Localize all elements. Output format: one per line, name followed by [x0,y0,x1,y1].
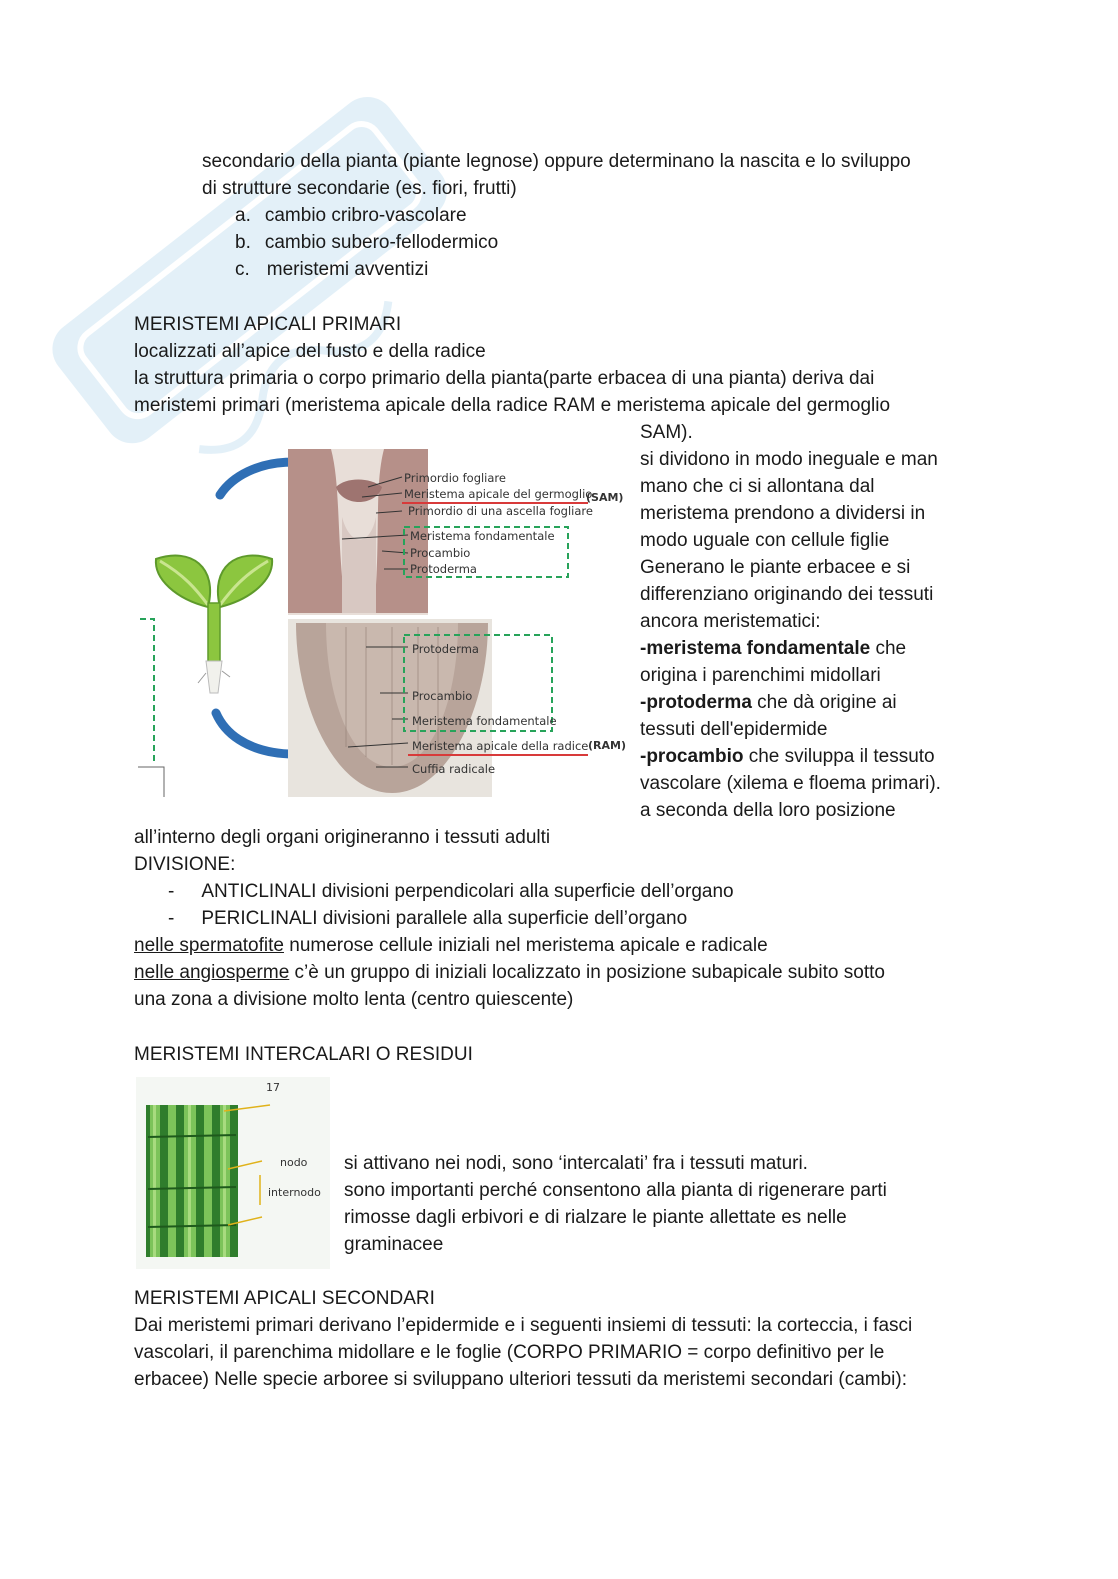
figure-label: Protoderma [412,642,479,656]
list-marker: b. [235,232,251,253]
figure-label: (SAM) [586,491,624,504]
side-text: meristema prendono a dividersi in [640,503,926,524]
body-text: nelle spermatofite numerose cellule iniziali nel meristema apicale e radicale [134,935,768,956]
body-text: Dai meristemi primari derivano l’epidermide e i seguenti insiemi di tessuti: la corteccia, i fasci [134,1315,913,1336]
side-text: vascolare (xilema e floema primari). [640,773,941,794]
list-text: meristemi avventizi [266,259,429,280]
side-text: -meristema fondamentale che [640,638,907,659]
side-text: -protoderma che dà origine ai [640,692,897,713]
side-text: tessuti dell'epidermide [640,719,828,740]
side-text: si dividono in modo ineguale e man [640,449,938,470]
figure-label: Primordio di una ascella fogliare [408,504,593,518]
body-text: la struttura primaria o corpo primario della pianta(parte erbacea di una pianta) deriva dai [134,368,875,389]
term-bold: -meristema fondamentale [640,638,871,659]
body-text: meristemi primari (meristema apicale della radice RAM e meristema apicale del germoglio [134,395,891,416]
section-heading: MERISTEMI APICALI PRIMARI [134,314,402,335]
figure-label: nodo [280,1156,308,1169]
figure-number: 17 [266,1081,280,1094]
list-item [235,202,467,229]
side-text: differenziano originando dei tessuti [640,584,934,605]
body-text: erbacee) Nelle specie arboree si sviluppano ulteriori tessuti da meristemi secondari (cambi): [134,1369,908,1390]
body-text: sono importanti perché consentono alla pianta di rigenerare parti [344,1180,887,1201]
side-text: a seconda della loro posizione [640,800,896,821]
side-text: mano che ci si allontana dal [640,476,875,497]
figure-label: Primordio fogliare [404,471,506,485]
underlined-term: nelle angiosperme [134,962,290,983]
list-text: ANTICLINALI divisioni perpendicolari alla superficie dell’organo [201,881,734,902]
body-text: rimosse dagli erbivori e di rialzare le piante allettate es nelle [344,1207,847,1228]
list-item [168,878,734,905]
side-text: ancora meristematici: [640,611,821,632]
figure-label: Protoderma [410,562,477,576]
section-heading: MERISTEMI APICALI SECONDARI [134,1288,435,1309]
bamboo-figure [136,1077,330,1269]
side-text: origina i parenchimi midollari [640,665,881,686]
seedling-illustration [156,556,272,693]
term-bold: -procambio [640,746,744,767]
body-text: nelle angiosperme c’è un gruppo di iniziali localizzato in posizione subapicale subito sotto [134,962,885,983]
list-text: cambio subero-fellodermico [264,232,499,253]
list-marker: c. [235,259,250,280]
figure-label: Meristema apicale del germoglio [404,487,593,501]
body-text: localizzati all’apice del fusto e della radice [134,341,486,362]
list-marker: - [168,908,175,929]
underlined-term: nelle spermatofite [134,935,284,956]
list-marker: a. [235,205,251,226]
figure-label: Meristema fondamentale [412,714,557,728]
figure-label: Procambio [410,546,471,560]
side-text: Generano le piante erbacee e si [640,557,911,578]
list-text: cambio cribro-vascolare [264,205,467,226]
list-marker: - [168,881,175,902]
body-text: graminacee [344,1234,444,1255]
body-text: vascolari, il parenchima midollare e le foglie (CORPO PRIMARIO = corpo definitivo per le [134,1342,885,1363]
section-heading: MERISTEMI INTERCALARI O RESIDUI [134,1044,473,1065]
body-text: secondario della pianta (piante legnose) oppure determinano la nascita e lo sviluppo [202,151,911,172]
figure-label: Meristema fondamentale [410,529,555,543]
list-item [235,229,498,256]
side-text: -procambio che sviluppa il tessuto [640,746,935,767]
list-text: PERICLINALI divisioni parallele alla superficie dell’organo [201,908,688,929]
meristem-figure [136,447,628,799]
term-bold: -protoderma [640,692,752,713]
body-text: di strutture secondarie (es. fiori, frutti) [202,178,517,199]
side-text: SAM). [640,422,693,443]
figure-label: (RAM) [588,739,626,752]
body-text: DIVISIONE: [134,854,236,875]
body-text: si attivano nei nodi, sono ‘intercalati’ fra i tessuti maturi. [344,1153,808,1174]
body-text: una zona a divisione molto lenta (centro quiescente) [134,989,574,1010]
side-text: modo uguale con cellule figlie [640,530,890,551]
figure-label: Cuffia radicale [412,762,496,776]
list-item [168,905,687,932]
list-item [235,256,428,283]
figure-label: internodo [268,1186,321,1199]
body-text: all’interno degli organi origineranno i tessuti adulti [134,827,551,848]
figure-label: Meristema apicale della radice [412,739,589,753]
figure-label: Procambio [412,689,473,703]
